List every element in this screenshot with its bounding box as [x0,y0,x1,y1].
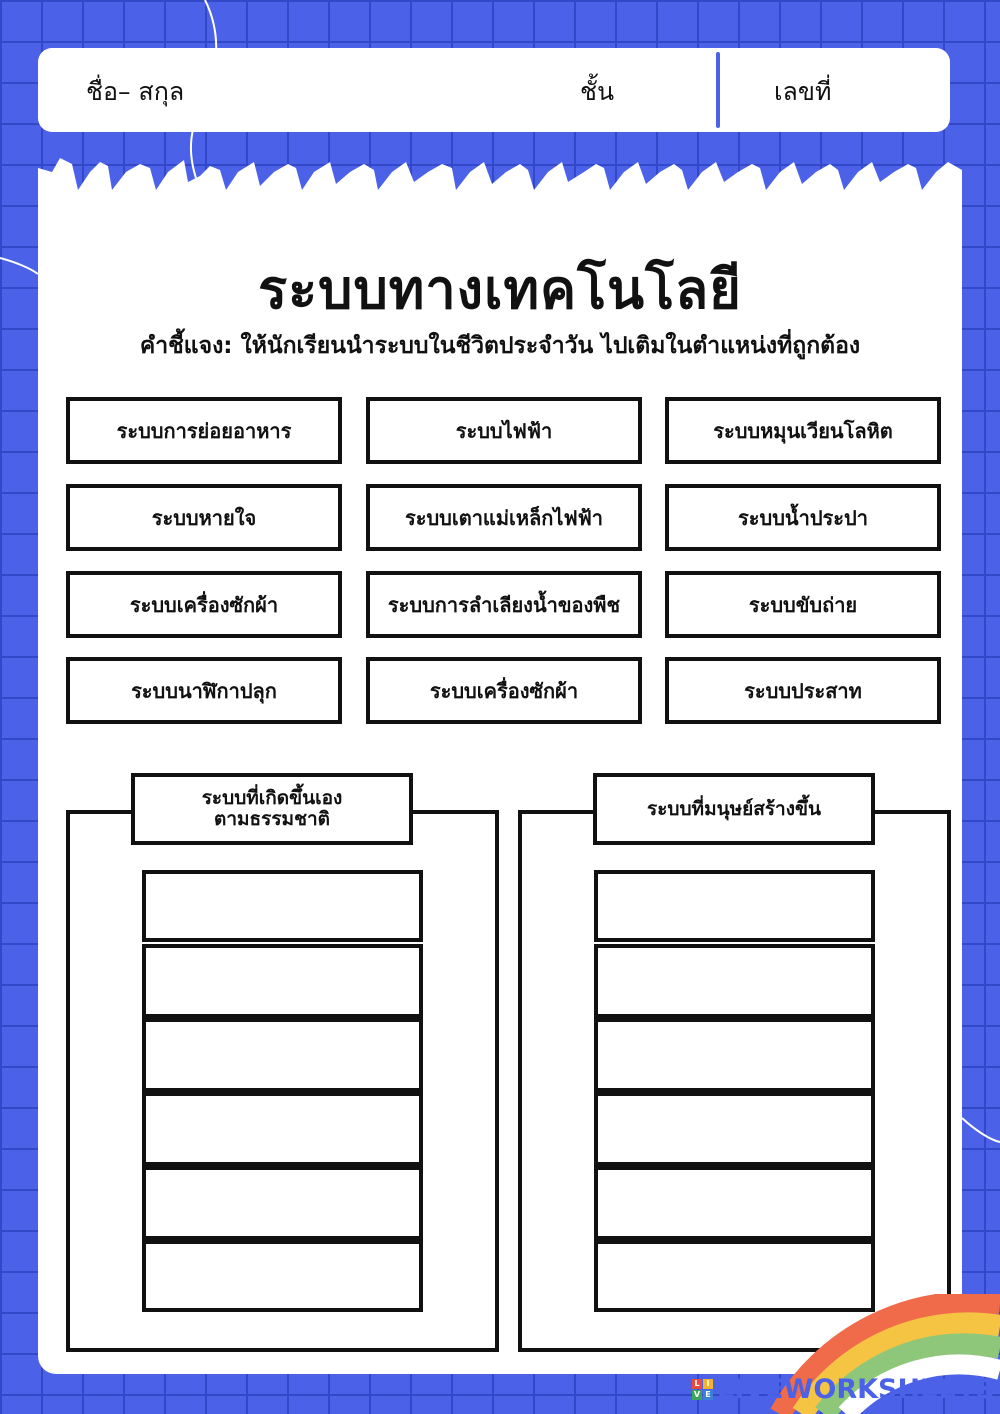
option-card[interactable]: ระบบเครื่องซักผ้า [66,571,342,638]
number-label: เลขที่ [774,77,832,106]
option-card[interactable]: ระบบนาฬิกาปลุก [66,657,342,724]
man-made-drop-slot[interactable] [594,870,875,942]
liveworksheets-logo-icon: L I V E [692,1379,713,1400]
torn-paper-edge [38,150,962,212]
student-info-bar [38,48,950,132]
option-card[interactable]: ระบบการลำเลียงน้ำของพืช [366,571,642,638]
class-label: ชั้น [580,77,615,106]
option-card[interactable]: ระบบไฟฟ้า [366,397,642,464]
natural-drop-slot[interactable] [142,870,423,942]
option-card[interactable]: ระบบเตาแม่เหล็กไฟฟ้า [366,484,642,551]
option-card[interactable]: ระบบขับถ่าย [665,571,941,638]
liveworksheets-logo [692,1374,995,1404]
option-card[interactable]: ระบบน้ำประปา [665,484,941,551]
natural-drop-slot[interactable] [142,1166,423,1240]
man-made-drop-slot[interactable] [594,944,875,1018]
name-label: ชื่อ– สกุล [86,77,185,106]
man-made-drop-slot[interactable] [594,1018,875,1092]
natural-drop-slot[interactable] [142,1018,423,1092]
option-card[interactable]: ระบบหายใจ [66,484,342,551]
natural-drop-slot[interactable] [142,944,423,1018]
header-divider [716,52,720,128]
option-card[interactable]: ระบบประสาท [665,657,941,724]
man-made-drop-slot[interactable] [594,1092,875,1166]
instruction-text: คำชี้แจง: ให้นักเรียนนำระบบในชีวิตประจำวัน ไปเติมในตำแหน่งที่ถูกต้อง [139,333,861,359]
liveworksheets-wordmark: LIVEWORKSHEETS [717,1373,995,1405]
natural-systems-header: ระบบที่เกิดขึ้นเอง ตามธรรมชาติ [131,773,413,845]
man-made-systems-header: ระบบที่มนุษย์สร้างขึ้น [593,773,875,845]
man-made-drop-slot[interactable] [594,1166,875,1240]
worksheet-title: ระบบทางเทคโนโลยี [258,257,742,321]
natural-drop-slot[interactable] [142,1240,423,1312]
natural-drop-slot[interactable] [142,1092,423,1166]
option-card[interactable]: ระบบการย่อยอาหาร [66,397,342,464]
option-card[interactable]: ระบบเครื่องซักผ้า [366,657,642,724]
option-card[interactable]: ระบบหมุนเวียนโลหิต [665,397,941,464]
